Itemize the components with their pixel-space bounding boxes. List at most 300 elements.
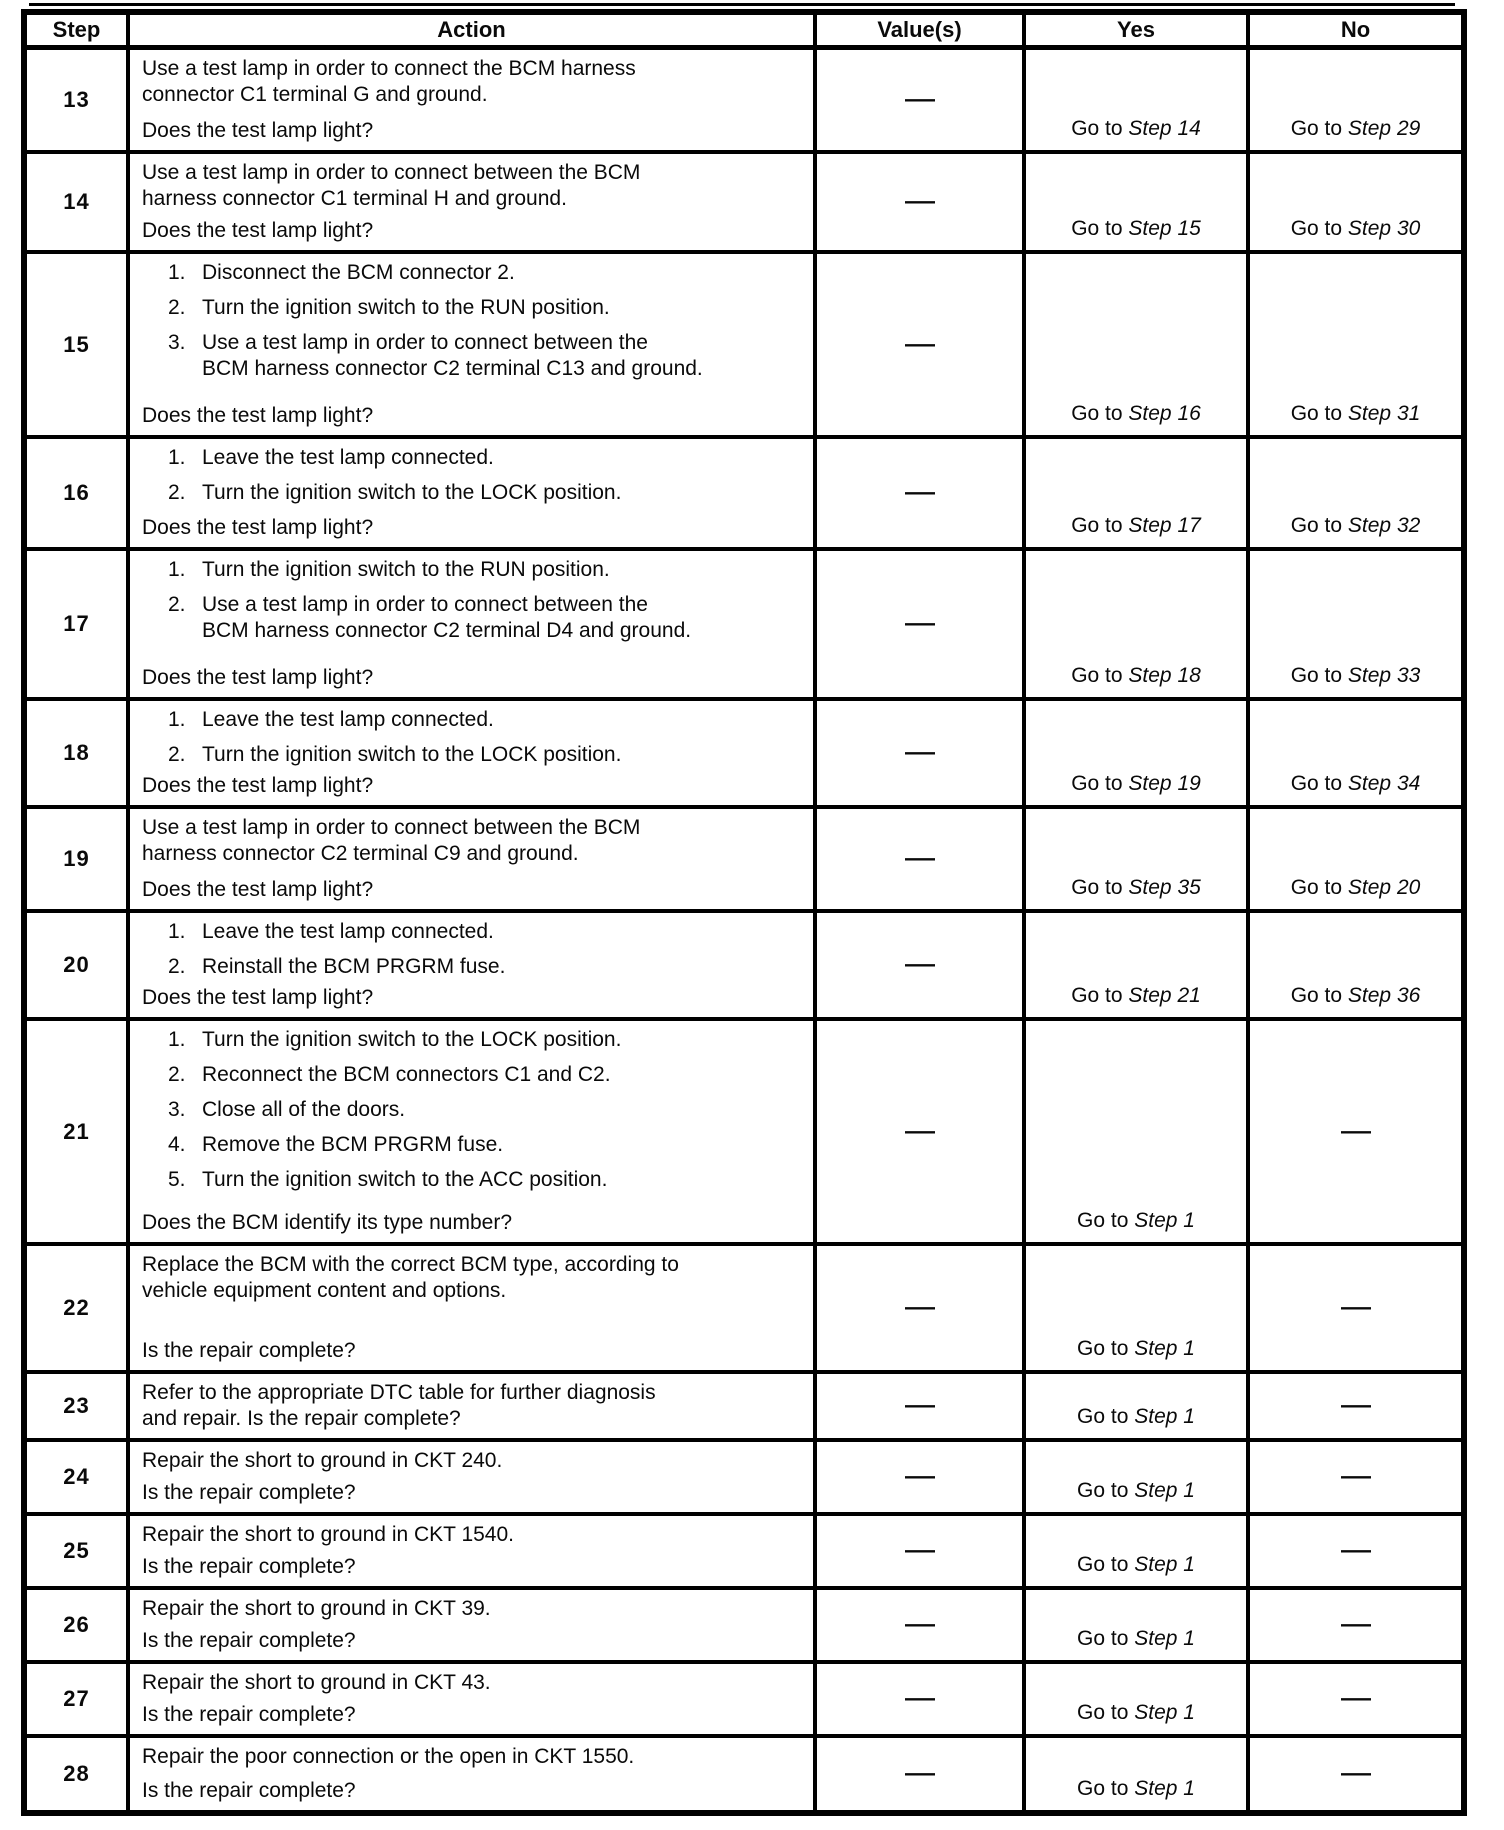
- yes-cell: [1024, 549, 1248, 699]
- action-line: connector C1 terminal G and ground.: [142, 83, 488, 106]
- table-row: [24, 152, 1464, 252]
- item-number: 5.: [168, 1168, 186, 1191]
- question-text: Does the test lamp light?: [142, 219, 374, 242]
- question-text: Does the test lamp light?: [142, 774, 374, 797]
- goto-text: Go to: [1077, 1701, 1129, 1724]
- action-line: Reconnect the BCM connectors C1 and C2.: [202, 1063, 611, 1086]
- action-lines: [142, 1522, 801, 1548]
- step-cell: 27: [24, 1662, 128, 1736]
- goto-step-ref: Step 36: [1347, 984, 1421, 1007]
- goto-text: Go to: [1077, 1777, 1129, 1800]
- value-cell: [815, 1588, 1024, 1662]
- action-wrap: [142, 1670, 801, 1728]
- dash: —: [1340, 1392, 1371, 1419]
- action-wrap: [142, 815, 801, 903]
- action-line: Repair the short to ground in CKT 43.: [142, 1671, 491, 1694]
- yes-cell: [1024, 1662, 1248, 1736]
- question-text: Is the repair complete?: [142, 1703, 356, 1726]
- no-cell: [1248, 1588, 1464, 1662]
- step-cell: 16: [24, 437, 128, 549]
- question-text: Is the repair complete?: [142, 1555, 356, 1578]
- action-line: Leave the test lamp connected.: [202, 708, 494, 731]
- action-wrap: [142, 1380, 801, 1432]
- action-step-item: [168, 919, 801, 945]
- action-line: Turn the ignition switch to the LOCK position.: [202, 481, 622, 504]
- action-cell: [128, 1514, 815, 1588]
- no-cell: [1248, 1440, 1464, 1514]
- action-line: Reinstall the BCM PRGRM fuse.: [202, 955, 506, 978]
- value-dash: —: [904, 845, 935, 872]
- goto-text: Go to: [1290, 117, 1343, 140]
- goto-text: Go to: [1290, 217, 1343, 240]
- question-text: Is the repair complete?: [142, 1629, 356, 1652]
- action-line: Turn the ignition switch to the RUN position.: [202, 558, 610, 581]
- goto-step-ref: Step 14: [1128, 117, 1201, 140]
- action-cell: [128, 807, 815, 911]
- yes-cell: [1024, 911, 1248, 1019]
- goto-text: Go to: [1077, 1209, 1129, 1232]
- step-cell: 15: [24, 252, 128, 437]
- yes-cell: [1024, 1514, 1248, 1588]
- table-row: [24, 1019, 1464, 1244]
- goto-step-ref: Step 20: [1347, 876, 1421, 899]
- dash: —: [1340, 1760, 1371, 1787]
- value-cell: [815, 252, 1024, 437]
- value-cell: [815, 549, 1024, 699]
- yes-cell: [1024, 807, 1248, 911]
- action-wrap: [142, 707, 801, 799]
- item-lines: [202, 445, 801, 471]
- question-text: Does the test lamp light?: [142, 666, 374, 689]
- action-step-item: [168, 742, 801, 768]
- action-cell: [128, 1019, 815, 1244]
- yes-cell: [1024, 152, 1248, 252]
- column-header-yes: Yes: [1024, 12, 1248, 48]
- goto-text: Go to: [1077, 1337, 1129, 1360]
- goto-text: Go to: [1077, 1405, 1129, 1428]
- action-line: Turn the ignition switch to the ACC position.: [202, 1168, 608, 1191]
- action-line: Repair the poor connection or the open in CKT 1550.: [142, 1745, 635, 1768]
- goto-text: Go to: [1290, 664, 1343, 687]
- goto-step-ref: Step 35: [1128, 876, 1201, 899]
- value-cell: [815, 911, 1024, 1019]
- item-number: 2.: [168, 955, 186, 978]
- no-cell: [1248, 699, 1464, 807]
- action-wrap: [142, 160, 801, 244]
- action-step-item: [168, 480, 801, 506]
- goto-text: Go to: [1077, 1553, 1129, 1576]
- goto-text: Go to: [1071, 772, 1123, 795]
- action-lines: [142, 1596, 801, 1622]
- value-dash: —: [904, 330, 935, 358]
- action-cell: [128, 911, 815, 1019]
- action-lines: [142, 1252, 801, 1304]
- item-number: 2.: [168, 1063, 186, 1086]
- action-line: Replace the BCM with the correct BCM type, according to: [142, 1253, 679, 1276]
- item-lines: [202, 592, 801, 644]
- table-row: [24, 699, 1464, 807]
- action-cell: [128, 1372, 815, 1440]
- goto-text: Go to: [1290, 514, 1343, 537]
- action-lines: [142, 160, 801, 212]
- table-row: [24, 911, 1464, 1019]
- value-dash: —: [904, 479, 935, 506]
- yes-cell: [1024, 1440, 1248, 1514]
- action-cell: [128, 1736, 815, 1813]
- column-header-values: Value(s): [815, 12, 1024, 48]
- action-lines: [142, 56, 801, 108]
- action-step-item: [168, 1097, 801, 1123]
- column-header-action: Action: [128, 12, 815, 48]
- action-cell: [128, 699, 815, 807]
- item-number: 1.: [168, 446, 186, 469]
- no-cell: [1248, 1019, 1464, 1244]
- action-line: and repair. Is the repair complete?: [142, 1407, 461, 1430]
- step-cell: 26: [24, 1588, 128, 1662]
- no-cell: [1248, 1372, 1464, 1440]
- action-wrap: [142, 1448, 801, 1506]
- column-header-step: Step: [24, 12, 128, 48]
- item-number: 3.: [168, 331, 186, 354]
- goto-text: Go to: [1071, 876, 1123, 899]
- action-lines: [142, 815, 801, 867]
- action-line: Repair the short to ground in CKT 1540.: [142, 1523, 515, 1546]
- action-wrap: [142, 260, 801, 429]
- action-line: BCM harness connector C2 terminal D4 and ground.: [202, 619, 692, 642]
- item-lines: [202, 954, 801, 980]
- action-step-list: [168, 445, 801, 506]
- action-line: Use a test lamp in order to connect the BCM harness: [142, 57, 636, 80]
- action-cell: [128, 437, 815, 549]
- action-line: Turn the ignition switch to the LOCK position.: [202, 1028, 622, 1051]
- header-row: [24, 12, 1464, 48]
- question-text: Does the test lamp light?: [142, 516, 374, 539]
- no-cell: [1248, 48, 1464, 153]
- action-wrap: [142, 1252, 801, 1364]
- yes-cell: [1024, 1244, 1248, 1372]
- value-dash: —: [904, 951, 935, 978]
- action-line: Use a test lamp in order to connect between the BCM: [142, 816, 641, 839]
- goto-step-ref: Step 17: [1128, 514, 1201, 537]
- yes-cell: [1024, 1736, 1248, 1813]
- action-lines: [142, 1380, 801, 1432]
- step-cell: 18: [24, 699, 128, 807]
- no-cell: [1248, 152, 1464, 252]
- action-line: Disconnect the BCM connector 2.: [202, 261, 515, 284]
- item-number: 2.: [168, 593, 186, 616]
- action-line: Repair the short to ground in CKT 240.: [142, 1449, 503, 1472]
- item-lines: [202, 557, 801, 583]
- table-row: [24, 549, 1464, 699]
- value-dash: —: [904, 1392, 935, 1419]
- goto-step-ref: Step 29: [1347, 117, 1421, 140]
- item-number: 2.: [168, 743, 186, 766]
- goto-text: Go to: [1290, 402, 1343, 425]
- action-wrap: [142, 919, 801, 1011]
- dash: —: [1340, 1611, 1371, 1638]
- goto-step-ref: Step 21: [1128, 984, 1201, 1007]
- yes-cell: [1024, 1372, 1248, 1440]
- action-step-item: [168, 295, 801, 321]
- yes-cell: [1024, 437, 1248, 549]
- goto-text: Go to: [1071, 217, 1123, 240]
- goto-text: Go to: [1290, 876, 1343, 899]
- yes-cell: [1024, 1019, 1248, 1244]
- action-line: Use a test lamp in order to connect between the: [202, 593, 648, 616]
- action-step-item: [168, 954, 801, 980]
- action-line: Close all of the doors.: [202, 1098, 406, 1121]
- value-dash: —: [904, 1117, 935, 1145]
- action-line: Leave the test lamp connected.: [202, 920, 494, 943]
- action-wrap: [142, 1522, 801, 1580]
- item-lines: [202, 1062, 801, 1088]
- diagnostic-table: [21, 9, 1467, 1816]
- goto-step-ref: Step 1: [1134, 1553, 1195, 1576]
- dash: —: [1340, 1537, 1371, 1564]
- action-line: harness connector C2 terminal C9 and ground.: [142, 842, 579, 865]
- table-row: [24, 48, 1464, 153]
- goto-step-ref: Step 18: [1128, 664, 1201, 687]
- action-wrap: [142, 56, 801, 144]
- value-cell: [815, 437, 1024, 549]
- value-dash: —: [904, 610, 935, 637]
- table-row: [24, 1588, 1464, 1662]
- value-cell: [815, 1440, 1024, 1514]
- item-number: 1.: [168, 920, 186, 943]
- action-step-list: [168, 1027, 801, 1193]
- goto-step-ref: Step 32: [1347, 514, 1421, 537]
- goto-text: Go to: [1290, 772, 1343, 795]
- value-dash: —: [904, 1760, 935, 1787]
- table-row: [24, 437, 1464, 549]
- action-cell: [128, 252, 815, 437]
- dash: —: [1340, 1685, 1371, 1712]
- action-line: Turn the ignition switch to the RUN position.: [202, 296, 610, 319]
- goto-text: Go to: [1071, 664, 1123, 687]
- goto-step-ref: Step 30: [1347, 217, 1421, 240]
- step-cell: 28: [24, 1736, 128, 1813]
- column-header-no: No: [1248, 12, 1464, 48]
- goto-step-ref: Step 1: [1134, 1777, 1195, 1800]
- action-cell: [128, 549, 815, 699]
- action-step-item: [168, 707, 801, 733]
- goto-text: Go to: [1077, 1479, 1129, 1502]
- table-row: [24, 1372, 1464, 1440]
- item-lines: [202, 260, 801, 286]
- step-cell: 19: [24, 807, 128, 911]
- table-row: [24, 1440, 1464, 1514]
- goto-step-ref: Step 1: [1134, 1479, 1195, 1502]
- item-number: 2.: [168, 296, 186, 319]
- step-cell: 22: [24, 1244, 128, 1372]
- goto-step-ref: Step 19: [1128, 772, 1201, 795]
- item-lines: [202, 919, 801, 945]
- no-cell: [1248, 549, 1464, 699]
- action-cell: [128, 1244, 815, 1372]
- goto-text: Go to: [1290, 984, 1343, 1007]
- goto-step-ref: Step 15: [1128, 217, 1201, 240]
- goto-text: Go to: [1071, 117, 1123, 140]
- item-number: 2.: [168, 481, 186, 504]
- item-number: 4.: [168, 1133, 186, 1156]
- dash: —: [1340, 1117, 1371, 1145]
- action-step-item: [168, 445, 801, 471]
- step-cell: 25: [24, 1514, 128, 1588]
- goto-text: Go to: [1077, 1627, 1129, 1650]
- no-cell: [1248, 437, 1464, 549]
- action-line: Turn the ignition switch to the LOCK position.: [202, 743, 622, 766]
- no-cell: [1248, 1736, 1464, 1813]
- item-number: 1.: [168, 708, 186, 731]
- no-cell: [1248, 1662, 1464, 1736]
- step-cell: 14: [24, 152, 128, 252]
- question-text: Is the repair complete?: [142, 1339, 356, 1362]
- item-lines: [202, 1167, 801, 1193]
- item-lines: [202, 1132, 801, 1158]
- question-text: Does the test lamp light?: [142, 878, 374, 901]
- action-line: Leave the test lamp connected.: [202, 446, 494, 469]
- action-lines: [142, 1670, 801, 1696]
- action-step-list: [168, 707, 801, 768]
- goto-step-ref: Step 1: [1134, 1701, 1195, 1724]
- no-cell: [1248, 807, 1464, 911]
- action-wrap: [142, 1744, 801, 1804]
- goto-step-ref: Step 34: [1347, 772, 1421, 795]
- table-row: [24, 807, 1464, 911]
- value-dash: —: [904, 1537, 935, 1564]
- value-dash: —: [904, 739, 935, 766]
- value-cell: [815, 1372, 1024, 1440]
- value-cell: [815, 1244, 1024, 1372]
- value-dash: —: [904, 188, 935, 215]
- goto-step-ref: Step 1: [1134, 1337, 1195, 1360]
- action-wrap: [142, 557, 801, 691]
- table-body: [24, 48, 1464, 1814]
- yes-cell: [1024, 48, 1248, 153]
- value-cell: [815, 807, 1024, 911]
- table-row: [24, 1514, 1464, 1588]
- no-cell: [1248, 911, 1464, 1019]
- question-text: Does the test lamp light?: [142, 986, 374, 1009]
- action-line: vehicle equipment content and options.: [142, 1279, 507, 1302]
- action-step-item: [168, 1167, 801, 1193]
- scan-edge-line: [29, 3, 1455, 6]
- action-step-list: [168, 260, 801, 382]
- item-lines: [202, 707, 801, 733]
- value-dash: —: [904, 1463, 935, 1490]
- step-cell: 24: [24, 1440, 128, 1514]
- action-line: Remove the BCM PRGRM fuse.: [202, 1133, 504, 1156]
- action-step-item: [168, 592, 801, 644]
- action-line: Repair the short to ground in CKT 39.: [142, 1597, 491, 1620]
- yes-cell: [1024, 1588, 1248, 1662]
- goto-step-ref: Step 33: [1347, 664, 1421, 687]
- action-step-item: [168, 1062, 801, 1088]
- action-wrap: [142, 445, 801, 541]
- step-cell: 13: [24, 48, 128, 153]
- question-text: Does the BCM identify its type number?: [142, 1211, 513, 1234]
- question-text: Is the repair complete?: [142, 1481, 356, 1504]
- item-number: 1.: [168, 558, 186, 581]
- step-cell: 20: [24, 911, 128, 1019]
- value-cell: [815, 1662, 1024, 1736]
- value-cell: [815, 152, 1024, 252]
- goto-step-ref: Step 1: [1134, 1209, 1195, 1232]
- item-number: 1.: [168, 261, 186, 284]
- item-lines: [202, 295, 801, 321]
- no-cell: [1248, 1514, 1464, 1588]
- action-step-item: [168, 1027, 801, 1053]
- action-cell: [128, 152, 815, 252]
- value-dash: —: [904, 86, 935, 113]
- item-number: 1.: [168, 1028, 186, 1051]
- action-cell: [128, 1662, 815, 1736]
- action-step-list: [168, 557, 801, 644]
- no-cell: [1248, 252, 1464, 437]
- value-cell: [815, 1736, 1024, 1813]
- value-cell: [815, 699, 1024, 807]
- item-number: 3.: [168, 1098, 186, 1121]
- action-line: BCM harness connector C2 terminal C13 and ground.: [202, 357, 703, 380]
- action-wrap: [142, 1596, 801, 1654]
- goto-text: Go to: [1071, 402, 1123, 425]
- action-line: harness connector C1 terminal H and ground.: [142, 187, 567, 210]
- goto-text: Go to: [1071, 514, 1123, 537]
- table-row: [24, 1244, 1464, 1372]
- action-line: Use a test lamp in order to connect between the: [202, 331, 648, 354]
- action-cell: [128, 1588, 815, 1662]
- item-lines: [202, 480, 801, 506]
- dash: —: [1340, 1294, 1371, 1321]
- value-cell: [815, 48, 1024, 153]
- step-cell: 23: [24, 1372, 128, 1440]
- table-row: [24, 252, 1464, 437]
- no-cell: [1248, 1244, 1464, 1372]
- item-lines: [202, 1027, 801, 1053]
- goto-step-ref: Step 16: [1128, 402, 1201, 425]
- action-wrap: [142, 1027, 801, 1236]
- action-step-item: [168, 1132, 801, 1158]
- step-cell: 17: [24, 549, 128, 699]
- action-cell: [128, 1440, 815, 1514]
- goto-step-ref: Step 1: [1134, 1627, 1195, 1650]
- question-text: Does the test lamp light?: [142, 119, 374, 142]
- step-cell: 21: [24, 1019, 128, 1244]
- value-dash: —: [904, 1611, 935, 1638]
- item-lines: [202, 1097, 801, 1123]
- action-step-item: [168, 260, 801, 286]
- value-dash: —: [904, 1294, 935, 1321]
- yes-cell: [1024, 252, 1248, 437]
- action-lines: [142, 1744, 801, 1770]
- goto-text: Go to: [1071, 984, 1123, 1007]
- action-line: Refer to the appropriate DTC table for further diagnosis: [142, 1381, 656, 1404]
- item-lines: [202, 742, 801, 768]
- action-step-item: [168, 330, 801, 382]
- value-cell: [815, 1514, 1024, 1588]
- action-step-list: [168, 919, 801, 980]
- action-line: Use a test lamp in order to connect between the BCM: [142, 161, 641, 184]
- goto-step-ref: Step 31: [1347, 402, 1421, 425]
- yes-cell: [1024, 699, 1248, 807]
- table-row: [24, 1662, 1464, 1736]
- table-row: [24, 1736, 1464, 1813]
- action-cell: [128, 48, 815, 153]
- value-cell: [815, 1019, 1024, 1244]
- action-lines: [142, 1448, 801, 1474]
- action-step-item: [168, 557, 801, 583]
- question-text: Is the repair complete?: [142, 1779, 356, 1802]
